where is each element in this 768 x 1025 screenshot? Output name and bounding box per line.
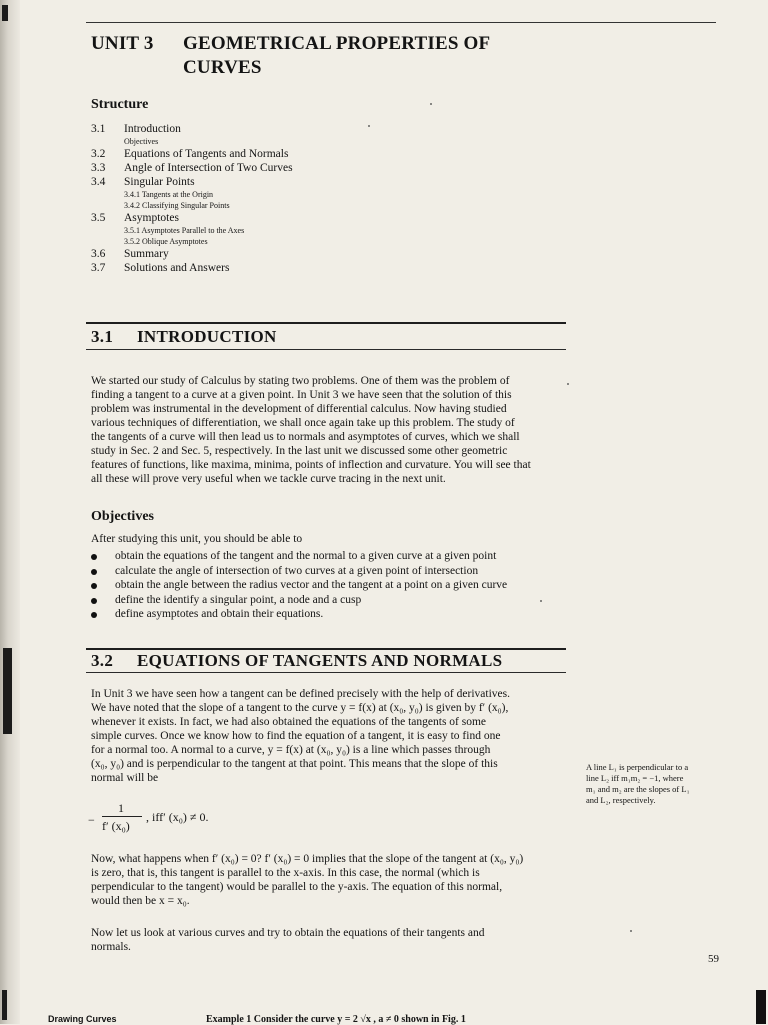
text-line: In Unit 3 we have seen how a tangent can be defined precisely with the help of derivatives.: [91, 688, 510, 700]
scan-mark: [3, 648, 12, 734]
toc-entry: [91, 236, 511, 247]
toc-entry: [91, 261, 511, 275]
toc-number: 3.1: [91, 123, 106, 135]
tangent-zero-paragraph: [91, 852, 561, 908]
text-line: We have noted that the slope of a tangent to the curve y = f(x) at (x₀, y₀) is given by f′ (x₀),: [91, 702, 509, 714]
top-rule: [86, 22, 716, 23]
tangent-paragraph: [91, 687, 561, 785]
text-line: Now, what happens when f′ (x₀) = 0? f′ (x₀) = 0 implies that the slope of the tangent at (x₀, y₀): [91, 853, 524, 865]
section-heading-intro: [91, 327, 277, 347]
toc-number: 3.2: [91, 148, 106, 160]
text-line: simple curves. Once we know how to find the equation of a tangent, it is easy to find one: [91, 730, 501, 742]
text-line: study in Sec. 2 and Sec. 5, respectively. In the last unit we discussed some other geometric: [91, 445, 508, 457]
toc-entry: [91, 211, 511, 225]
text-line: the tangents of a curve will then lead us to normals and asymptotes of curves, which we shall: [91, 431, 520, 443]
text-line: (x₀, y₀) and is perpendicular to the tangent at that point. This means that the slope of this: [91, 758, 498, 770]
section-rule: [86, 322, 566, 324]
scan-speck: [540, 600, 542, 602]
objective-text: define asymptotes and obtain their equations.: [115, 608, 324, 620]
section-number: 3.1: [91, 327, 114, 346]
intro-paragraph: [91, 374, 561, 486]
text-line: whenever it exists. In fact, we had also obtained the equations of the tangents of some: [91, 716, 487, 728]
section-rule: [86, 672, 566, 673]
text-line: After studying this unit, you should be able to: [91, 533, 303, 545]
formula-denominator: f′ (x₀): [102, 819, 130, 833]
toc-label: 3.5.1 Asymptotes Parallel to the Axes: [124, 226, 245, 235]
section-rule: [86, 349, 566, 350]
text-line: normal will be: [91, 772, 159, 784]
fraction-bar: [102, 816, 142, 817]
scan-speck: [430, 103, 432, 105]
bullet-icon: [91, 598, 97, 604]
toc-entry: [91, 147, 511, 161]
text-line: m₁ and m₂ are the slopes of L₁: [586, 784, 690, 794]
normal-slope-formula: [88, 801, 288, 841]
unit-title: GEOMETRICAL PROPERTIES OF CURVES: [183, 33, 490, 78]
scan-mark: [2, 990, 7, 1020]
page-number: 59: [708, 953, 719, 965]
objective-item: [91, 578, 561, 593]
text-line: perpendicular to the tangent) would be parallel to the y-axis. The equation of this normal,: [91, 881, 503, 893]
toc-label: Introduction: [124, 123, 181, 135]
objective-item: [91, 564, 561, 579]
objective-text: define the identify a singular point, a node and a cusp: [115, 593, 362, 606]
minus-sign: −: [88, 813, 95, 827]
objective-item: [91, 607, 561, 622]
toc-entry: [91, 225, 511, 236]
text-line: for a normal too. A normal to a curve, y = f(x) at (x₀, y₀) is a line which passes through: [91, 744, 491, 756]
scan-speck: [630, 930, 632, 932]
scan-mark: [756, 990, 766, 1024]
footer-running-title: Drawing Curves: [48, 1014, 117, 1024]
text-line: problem was instrumental in the development of differential calculus. Now having studied: [91, 403, 507, 415]
objective-item: [91, 593, 561, 608]
section-heading-tangents: [91, 651, 502, 671]
toc-entry: [91, 247, 511, 261]
toc-number: 3.5: [91, 212, 106, 224]
footer-example-line: Example 1 Consider the curve y = 2 √x , a ≠ 0 shown in Fig. 1: [206, 1014, 466, 1025]
toc-entry: [91, 175, 511, 189]
objective-item: [91, 549, 561, 564]
bullet-icon: [91, 569, 97, 575]
table-of-contents: [91, 122, 511, 275]
toc-label: 3.4.2 Classifying Singular Points: [124, 201, 230, 210]
toc-label: Singular Points: [124, 176, 195, 188]
margin-note: [586, 762, 734, 806]
toc-label: Summary: [124, 248, 169, 260]
toc-label: Objectives: [124, 137, 159, 146]
text-line: line L₂ iff m₁m₂ = −1, where: [586, 773, 684, 783]
scan-speck: [368, 125, 370, 127]
toc-label: Equations of Tangents and Normals: [124, 148, 289, 160]
toc-entry: [91, 189, 511, 200]
section-title: INTRODUCTION: [137, 327, 277, 346]
objective-text: obtain the equations of the tangent and the normal to a given curve at a given point: [115, 550, 497, 562]
toc-number: 3.4: [91, 176, 106, 188]
text-line: normals.: [91, 941, 131, 953]
toc-entry: [91, 161, 511, 175]
toc-entry: [91, 136, 511, 147]
objective-text: obtain the angle between the radius vector and the tangent at a point on a given curve: [115, 579, 508, 591]
toc-label: Angle of Intersection of Two Curves: [124, 162, 293, 174]
text-line: all these will prove very useful when we tackle curve tracing in the next unit.: [91, 473, 446, 485]
unit-number: UNIT 3: [91, 33, 154, 54]
bullet-icon: [91, 554, 97, 560]
structure-heading: Structure: [91, 97, 149, 112]
objectives-lead: [91, 532, 561, 546]
toc-label: 3.4.1 Tangents at the Origin: [124, 190, 214, 199]
text-line: Now let us look at various curves and try to obtain the equations of their tangents and: [91, 927, 485, 939]
text-line: A line L₁ is perpendicular to a: [586, 762, 689, 772]
section-title: EQUATIONS OF TANGENTS AND NORMALS: [137, 651, 503, 670]
text-line: finding a tangent to a curve at a given point. In Unit 3 we have seen that the solution of this: [91, 389, 512, 401]
text-line: various techniques of differentiation, we shall once again take up this problem. The study of: [91, 417, 515, 429]
text-line: is zero, that is, this tangent is parallel to the x-axis. In this case, the normal (which is: [91, 867, 480, 879]
objectives-list: [91, 549, 561, 622]
scan-edge: [0, 0, 20, 1024]
section-rule: [86, 648, 566, 650]
curves-paragraph: [91, 926, 561, 954]
toc-entry: [91, 122, 511, 136]
formula-numerator: 1: [118, 801, 124, 815]
toc-number: 3.3: [91, 162, 106, 174]
objective-text: calculate the angle of intersection of two curves at a given point of intersection: [115, 564, 479, 577]
text-line: We started our study of Calculus by stating two problems. One of them was the problem of: [91, 375, 510, 387]
toc-number: 3.7: [91, 262, 106, 274]
toc-number: 3.6: [91, 248, 106, 260]
text-line: features of functions, like maxima, minima, points of inflection and curvature. You will see that: [91, 459, 531, 471]
scan-mark: [2, 5, 8, 21]
scan-speck: [567, 383, 569, 385]
bullet-icon: [91, 612, 97, 618]
text-line: would then be x = x₀.: [91, 895, 190, 907]
toc-label: Solutions and Answers: [124, 262, 230, 274]
text-line: and L₂, respectively.: [586, 795, 656, 805]
objectives-heading: Objectives: [91, 509, 154, 524]
section-number: 3.2: [91, 651, 114, 670]
bullet-icon: [91, 583, 97, 589]
toc-entry: [91, 200, 511, 211]
toc-label: 3.5.2 Oblique Asymptotes: [124, 237, 208, 246]
formula-condition: , iff′ (x₀) ≠ 0.: [146, 810, 209, 824]
toc-label: Asymptotes: [124, 212, 179, 224]
